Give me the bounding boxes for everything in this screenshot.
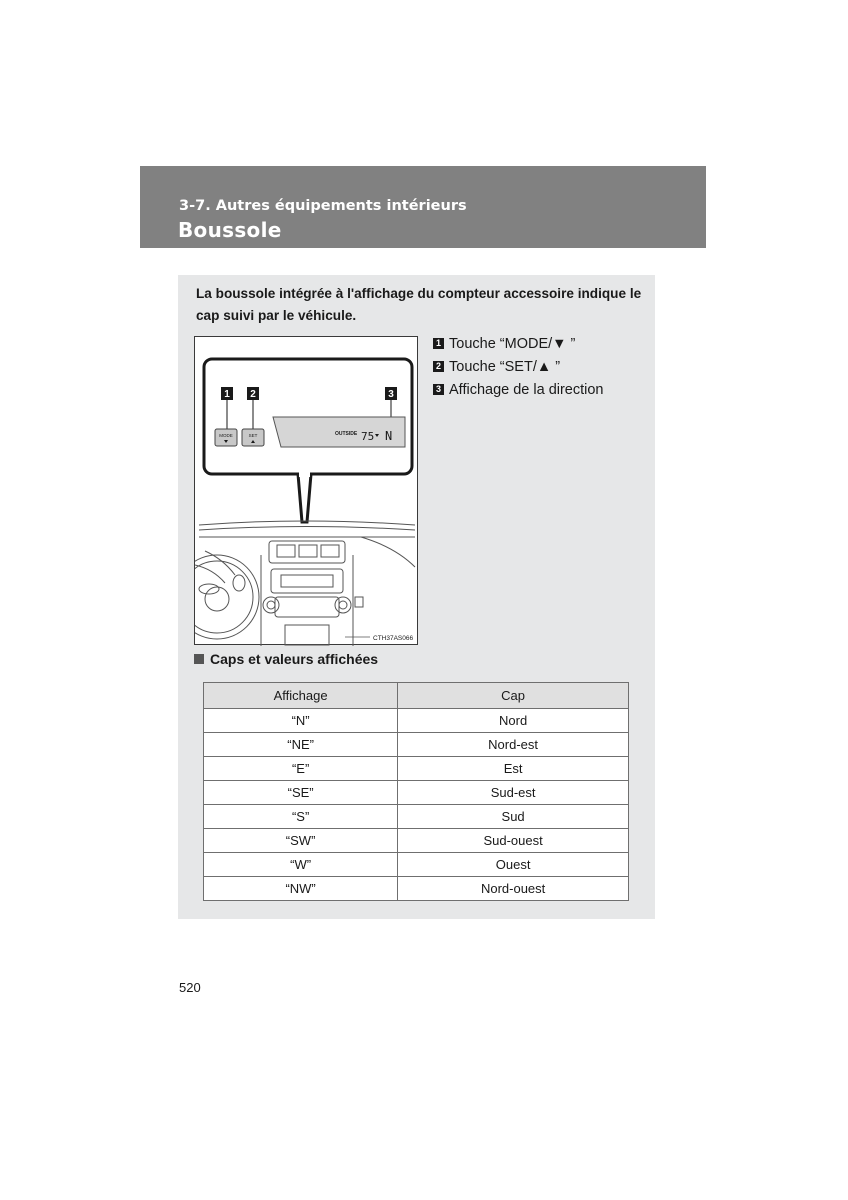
table-row xyxy=(204,829,629,853)
mode-button-label: MODE xyxy=(219,433,233,438)
section-label: 3-7. Autres équipements intérieurs xyxy=(179,198,467,214)
table-cell: “N” xyxy=(204,709,398,733)
callout-number-3: 3 xyxy=(388,389,394,400)
outside-label: OUTSIDE xyxy=(335,431,358,437)
table-row xyxy=(204,757,629,781)
table-row xyxy=(204,805,629,829)
legend-text-2: Touche “SET/▲ ” xyxy=(449,358,561,375)
table-cell: Est xyxy=(398,757,629,781)
table-cell: “SE” xyxy=(204,781,398,805)
figure-legend xyxy=(433,332,648,401)
table-cell: Nord xyxy=(398,709,629,733)
compass-figure xyxy=(194,336,418,645)
legend-item-mode xyxy=(433,332,648,355)
legend-number-1: 1 xyxy=(433,338,444,349)
table-cell: “E” xyxy=(204,757,398,781)
set-button-label: SET xyxy=(248,433,258,438)
callout-number-2: 2 xyxy=(250,389,256,400)
legend-item-set xyxy=(433,355,648,378)
table-row xyxy=(204,853,629,877)
table-cell: Nord-ouest xyxy=(398,877,629,901)
table-cell: “SW” xyxy=(204,829,398,853)
legend-number-3: 3 xyxy=(433,384,444,395)
table-row xyxy=(204,877,629,901)
table-cell: Nord-est xyxy=(398,733,629,757)
page-number: 520 xyxy=(179,980,201,995)
table-row xyxy=(204,733,629,757)
page-title: Boussole xyxy=(178,218,282,242)
figure-code: CTH37AS066 xyxy=(373,635,414,642)
legend-text-1: Touche “MODE/▼ ” xyxy=(449,335,576,352)
table-cell: “NW” xyxy=(204,877,398,901)
square-bullet-icon xyxy=(194,654,204,664)
subheading xyxy=(194,651,378,667)
table-cell: “S” xyxy=(204,805,398,829)
dashboard-illustration xyxy=(195,337,419,646)
legend-text-3: Affichage de la direction xyxy=(449,381,604,398)
intro-text: La boussole intégrée à l'affichage du compteur accessoire indique le cap suivi par le véhicule. xyxy=(196,286,642,323)
subheading-text: Caps et valeurs affichées xyxy=(210,651,379,667)
table-cell: Sud-est xyxy=(398,781,629,805)
table-cell: Sud-ouest xyxy=(398,829,629,853)
table-cell: “W” xyxy=(204,853,398,877)
callout-number-1: 1 xyxy=(224,389,230,400)
table-row xyxy=(204,781,629,805)
temperature-readout: 75 xyxy=(361,430,375,443)
zoom-pointer xyxy=(298,474,311,522)
table-header: Cap xyxy=(398,683,629,709)
table-header-row xyxy=(204,683,629,709)
dashboard-lineart xyxy=(195,521,415,646)
direction-readout: N xyxy=(385,429,393,443)
legend-item-direction xyxy=(433,378,648,401)
table-cell: Sud xyxy=(398,805,629,829)
table-cell: Ouest xyxy=(398,853,629,877)
legend-number-2: 2 xyxy=(433,361,444,372)
table-row xyxy=(204,709,629,733)
caps-table xyxy=(203,682,629,901)
table-cell: “NE” xyxy=(204,733,398,757)
table-header: Affichage xyxy=(204,683,398,709)
